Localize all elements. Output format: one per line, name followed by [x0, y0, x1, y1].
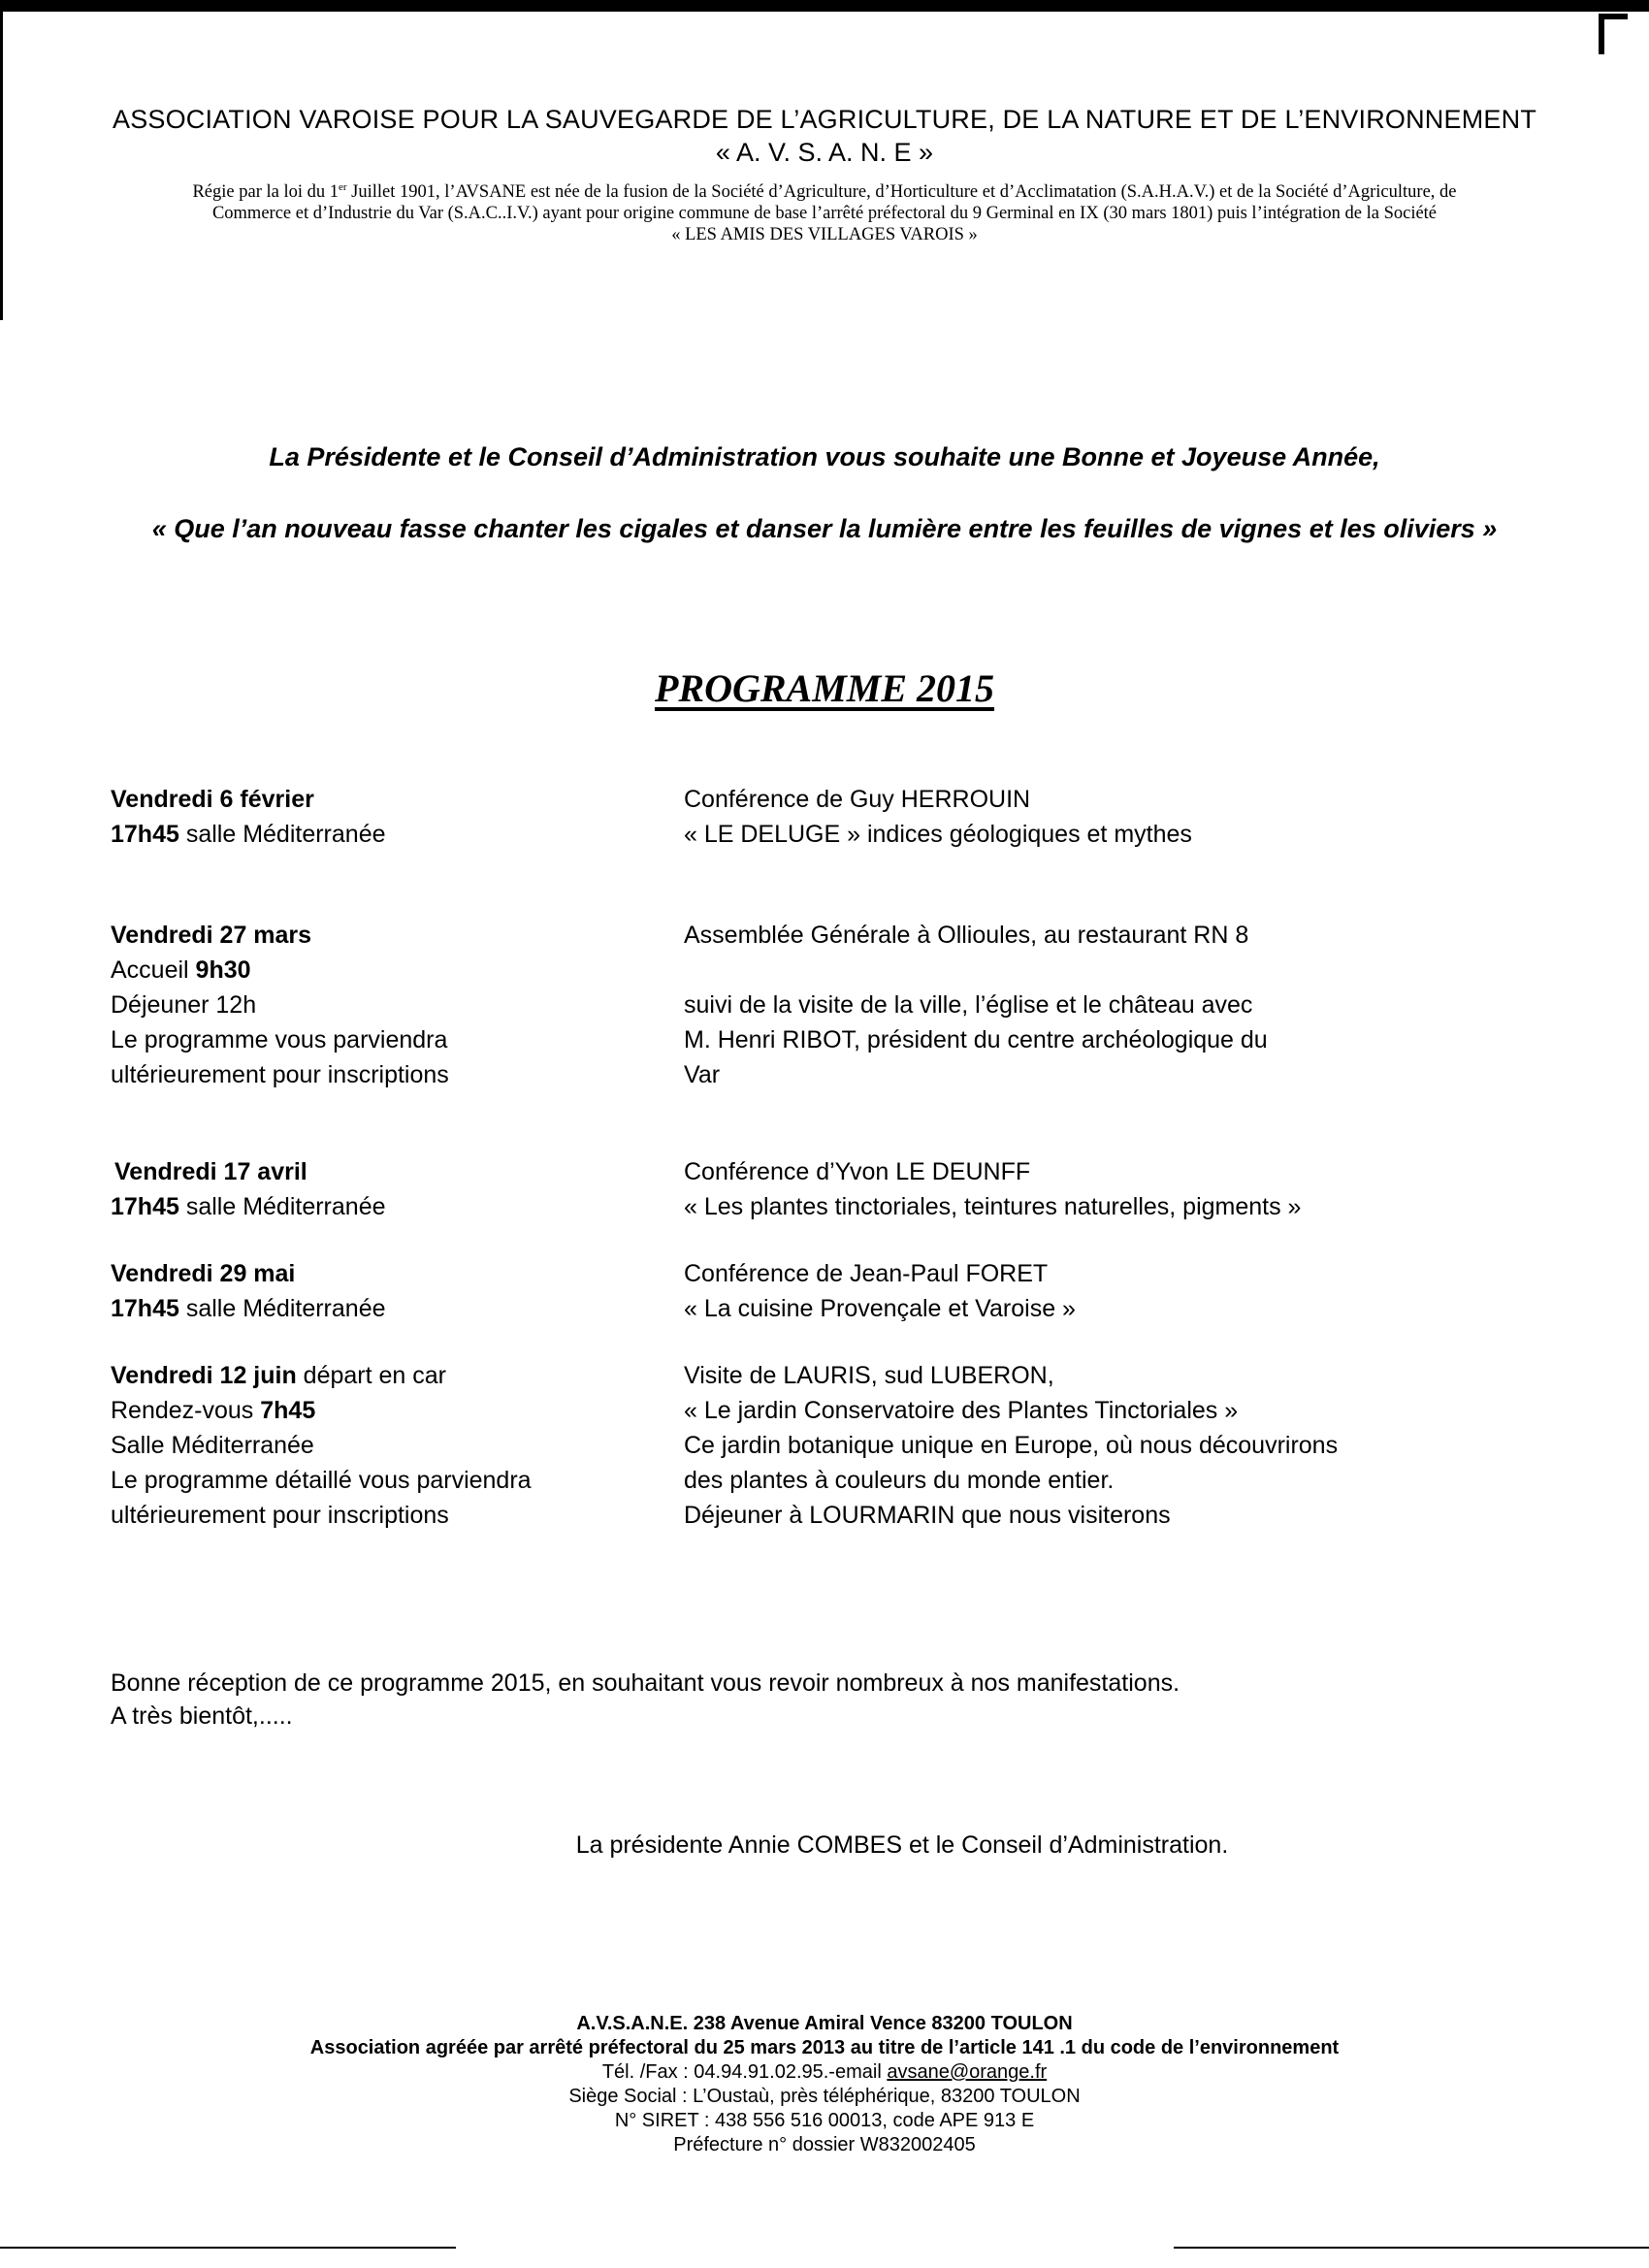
event-place: Salle Méditerranée [111, 1432, 314, 1459]
event-description: M. Henri RIBOT, président du centre archéologique du [684, 1026, 1268, 1053]
event-description: Visite de LAURIS, sud LUBERON, [684, 1362, 1054, 1389]
event-1-what [684, 782, 1192, 852]
event-description: « Le jardin Conservatoire des Plantes Tinctoriales » [684, 1397, 1239, 1424]
footer-siege: Siège Social : L’Oustaù, près téléphérique, 83200 TOULON [568, 2086, 1081, 2107]
legal-notice-line-3: « LES AMIS DES VILLAGES VAROIS » [671, 225, 978, 245]
footer-siret: N° SIRET : 438 556 516 00013, code APE 913 E [614, 2110, 1035, 2131]
event-2-what [684, 918, 1268, 1092]
event-description: Déjeuner à LOURMARIN que nous visiterons [684, 1502, 1171, 1529]
event-note: Le programme détaillé vous parviendra [111, 1467, 532, 1494]
closing-line-2: A très bientôt,..... [111, 1702, 293, 1730]
event-description: « Les plantes tinctoriales, teintures naturelles, pigments » [684, 1193, 1302, 1220]
association-title: ASSOCIATION VAROISE POUR LA SAUVEGARDE DE L’AGRICULTURE, DE LA NATURE ET DE L’ENVIRONNEMENT [112, 105, 1537, 134]
event-4-when [111, 1256, 386, 1326]
event-description: suivi de la visite de la ville, l’église et le château avec [684, 991, 1253, 1019]
scan-corner-mark [1599, 14, 1604, 54]
event-description: « LE DELUGE » indices géologiques et mythes [684, 821, 1192, 848]
event-description: des plantes à couleurs du monde entier. [684, 1467, 1115, 1494]
event-4-what [684, 1256, 1076, 1326]
legal-notice-line-1: Régie par la loi du 1er Juillet 1901, l’AVSANE est née de la fusion de la Société d’Agriculture, d’Horticulture et d’Acclimatation (S.A.H.A.V.) et de la Société d’Agriculture, de [192, 181, 1457, 203]
event-date: Vendredi 17 avril [114, 1158, 307, 1185]
closing-message [111, 1667, 1180, 1733]
legal-notice-line-2: Commerce et d’Industrie du Var (S.A.C..I.V.) ayant pour origine commune de base l’arrêté préfectoral du 9 Germinal en IX (30 mars 1801) puis l’intégration de la Société [211, 204, 1438, 224]
event-note: ultérieurement pour inscriptions [111, 1061, 449, 1088]
greeting-line-2: « Que l’an nouveau fasse chanter les cigales et danser la lumière entre les feuilles de vignes et les oliviers » [151, 514, 1498, 543]
programme-title: PROGRAMME 2015 [654, 666, 995, 710]
scan-bottom-line-right [1174, 2247, 1649, 2249]
event-note: Le programme vous parviendra [111, 1026, 448, 1053]
footer-contact: Tél. /Fax : 04.94.91.02.95.-email avsane@orange.fr [601, 2061, 1048, 2083]
footer-agreement: Association agréée par arrêté préfectoral du 25 mars 2013 au titre de l’article 141 .1 du code de l’environnement [309, 2037, 1340, 2058]
closing-line-1: Bonne réception de ce programme 2015, en souhaitant vous revoir nombreux à nos manifestations. [111, 1669, 1180, 1697]
email-link[interactable]: avsane@orange.fr [887, 2061, 1048, 2083]
event-1-when [111, 782, 386, 852]
event-description: Conférence de Jean-Paul FORET [684, 1260, 1049, 1287]
event-description: Var [684, 1061, 721, 1088]
event-description: Assemblée Générale à Ollioules, au restaurant RN 8 [684, 922, 1249, 949]
event-description: Conférence d’Yvon LE DEUNFF [684, 1158, 1031, 1185]
scan-bottom-line-left [0, 2247, 456, 2249]
event-time: 17h45 salle Méditerranée [111, 1295, 386, 1322]
event-date: Vendredi 12 juin départ en car [111, 1362, 446, 1389]
scan-corner-mark-top [1599, 14, 1628, 19]
event-5-when [111, 1358, 532, 1533]
event-description-spacer [684, 953, 1268, 988]
event-5-what [684, 1358, 1338, 1533]
association-acronym: « A. V. S. A. N. E » [715, 138, 934, 167]
footer-address: A.V.S.A.N.E. 238 Avenue Amiral Vence 83200 TOULON [576, 2013, 1073, 2034]
event-dejeuner: Déjeuner 12h [111, 991, 257, 1019]
event-3-what [684, 1154, 1301, 1224]
footer [0, 2012, 1649, 2157]
event-note: ultérieurement pour inscriptions [111, 1502, 449, 1529]
event-3-when [111, 1154, 386, 1224]
event-accueil: Accueil 9h30 [111, 956, 251, 984]
event-time: 17h45 salle Méditerranée [111, 1193, 386, 1220]
event-date: Vendredi 29 mai [111, 1260, 296, 1287]
legal-notice [39, 177, 1610, 245]
event-description: Ce jardin botanique unique en Europe, où nous découvrirons [684, 1432, 1339, 1459]
event-date: Vendredi 6 février [111, 786, 314, 813]
scan-border-top [0, 0, 1649, 12]
event-2-when [111, 918, 449, 1092]
event-date: Vendredi 27 mars [111, 922, 312, 949]
event-rendezvous: Rendez-vous 7h45 [111, 1397, 316, 1424]
footer-prefecture: Préfecture n° dossier W832002405 [673, 2134, 976, 2155]
signature: La présidente Annie COMBES et le Conseil d’Administration. [575, 1831, 1229, 1859]
event-time: 17h45 salle Méditerranée [111, 821, 386, 848]
greeting-line-1: La Présidente et le Conseil d’Administration vous souhaite une Bonne et Joyeuse Année, [269, 442, 1380, 471]
event-description: Conférence de Guy HERROUIN [684, 786, 1031, 813]
event-description: « La cuisine Provençale et Varoise » [684, 1295, 1076, 1322]
